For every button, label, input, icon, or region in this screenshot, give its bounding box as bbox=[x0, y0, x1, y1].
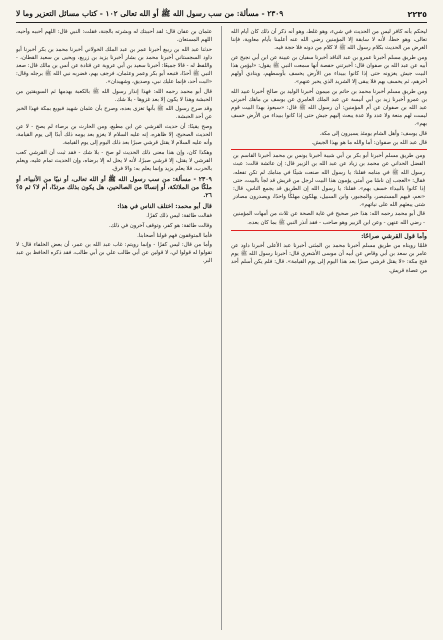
paragraph: وقد صرح رسول الله ﷺ بأنها تغزى بعده، وصرح بأن عثمان شهيد فبويع بمكة فهذا الخبر عن أحد الحبشة. bbox=[16, 106, 212, 121]
paragraph: قال يوسف: وأهل الشام يومئذ يسيرون إلى مكة. bbox=[319, 130, 427, 137]
highlighted-paragraph: قال أبو محمد رحمه الله: هذا خبر صحيح في غاية الصحة عن ثلاث من أمهات المؤمنين - رضي الله عنهن - وعن ابن الزبير وهو صاحب - فقد أنذر النبي ﷺ بما كان بعده. bbox=[233, 211, 425, 226]
paragraph: فقالت طائفة: ليس ذلك كفرًا. bbox=[146, 213, 212, 220]
paragraph: حدثنا عبد الله بن ربيع أخبرنا عمر بن عبد الملك الخولاني أخبرنا محمد بن بكر أخبرنا أبو داود السجستاني أخبرنا محمد بن بشار أخبرنا يزيد بن زريع، ويحيى بن سعيد القطان، - واللفظ له - قالا جميعًا: أخبرنا سعيد بن أبي عروبة عن قتادة عن أنس بن مالك قال: صعد النبي ﷺ أحدًا، فتبعه أبو بكر وعمر وعثمان، فرجف بهم، فضربه نبي الله ﷺ برجله وقال: «اثبت أحد، فإنما عليك نبي، وصديق، وشهيدان». bbox=[16, 46, 212, 86]
section-heading: ٢٣٠٩ - مسألة: من سب رسول الله ﷺ أو الله تعالى، أو نبيًا من الأنبياء، أو ملكًا من الملائكة، أو إنسانًا من الصالحين، هل يكون بذلك مرتدًا، أم لا؟ ثم ٥؟ ٢٦. bbox=[16, 176, 212, 200]
running-header bbox=[16, 6, 427, 23]
paragraph: وصح يقينًا: أن حديث القرشي عن ابن مطيع، ومن الحارث بن برصاء لم يصح - لا عن الحديث الصحيح، إلا ظاهره، إنه عليه السلام لا يغزو بعد يومه ذلك أبدًا إلى يوم القيامة، وأنه عليه السلام لا يقتل قرشي صبرًا بعد ذلك اليوم إلى يوم القيامة. bbox=[16, 124, 212, 147]
highlighted-paragraph: ومن طريق مسلم أخبرنا أبو بكر بن أبي شيبة أخبرنا يونس بن محمد أخبرنا القاسم بن الفضل الحداني عن محمد بن زياد عن عبد الله بن الزبير قال: إن عائشة قالت: عبث رسول الله ﷺ في منامه فقلنا: يا رسول الله صنعت شيئًا في منامك لم تكن تفعله، فقال: «العجب إن ناسًا من أمتي يؤمون هذا البيت لرجل من قريش قد لجأ بالبيت، حتى إذا كانوا بالبيداء خسف بهم». فقلنا: يا رسول الله إن الطريق قد يجمع الناس، قال: «نعم، فيهم المستبصر، والمجبور، وابن السبيل، يهلكون مهلكًا واحدًا، ويصدرون مصادر شتى يبعثهم الله على نياتهم». bbox=[233, 153, 425, 208]
paragraph: قال أبو محمد رحمه الله: فهذا إنذار رسول الله ﷺ بالكعبة بهدمها ثم السويقتين من الحبشة وهذا لا يكون إلا بعد غزوها - بلا شك. bbox=[16, 88, 212, 103]
paragraph: وأما من قال: ليس كفرًا - وإنما رويتم: غاب عبد الله بن عمر، أن بعض الخلفاء قال: لا تقولوا له قولوا لي، لا قولين عن أبي طالب علي بن أبي طالب، فقد ذكره الحافظ بن عبد البر. bbox=[16, 242, 212, 265]
running-title: ٢٣٠٩ - مسألة: من سب رسول الله ﷺ أو الله تعالى ١٠٢ - كتاب مسائل التعزير وما لا bbox=[16, 8, 284, 18]
paragraph: قال عبد الله بن صفوان: أما والله ما هو بهذا الجيش. bbox=[311, 140, 427, 147]
right-column bbox=[231, 28, 427, 630]
section-heading: وأما قول القرشي صراحًا: bbox=[361, 233, 427, 241]
paragraph: وقالت طائفة: هو كفر، وتوقف آخرون في ذلك. bbox=[108, 223, 212, 230]
column-divider bbox=[221, 26, 222, 630]
paragraph: ومن طريق مسلم أخبرنا محمد بن حاتم بن ميمون أخبرنا الوليد بن صالح أخبرنا عبيد الله بن عمرو أخبرنا زيد بن أبي أنيسة عن عبد الملك العامري عن يوسف بن ماهك أخبرني عبد الله بن صفوان عن أم المؤمنين: أن رسول الله ﷺ قال: «سيعوذ بهذا البيت قوم ليست لهم منعة ولا عدد ولا عدة يبعث إليهم جيش حتى إذا كانوا ببيداء من الأرض خسف بهم». bbox=[231, 88, 427, 128]
paragraph: عثمان بن عفان قال: لقد أحببتك له وبشرته بالجنة، فقلت: النبي قال: اللهم أحببه وأحيه، اللهم المستعان. bbox=[16, 29, 212, 44]
left-column bbox=[16, 28, 212, 630]
paragraph: ومن طريق مسلم أخبرنا عمرو بن عبد الناقد أخبرنا سفيان بن عيينة عن ابن أبي نجيح عن أبيه عن عبد الله بن صفوان قال: أخبرتني حفصة أنها سمعت النبي ﷺ يقول: «ليؤمن هذا البيت جيش يغزونه حتى إذا كانوا ببيداء من الأرض يخسف بأوسطهم، وينادي أولهم آخرهم، ثم يخسف بهم فلا يبقى إلا الشريد الذي يخبر عنهم». bbox=[231, 54, 427, 86]
page-number: ٢٢٣٥ bbox=[407, 9, 427, 19]
highlight-box bbox=[231, 150, 427, 230]
paragraph: فلمّا رويناه من طريق مسلم أخبرنا محمد بن المثنى أخبرنا عبد الأعلى أخبرنا داود عن عامر بن سعد بن أبي وقاص عن أبيه أن موسى الأشعري قال: أخبرنا رسول الله ﷺ يوم فتح مكة: «لا يقتل قرشي صبرًا بعد هذا اليوم إلى يوم القيامة». قال: فلم يكن أسلم أحد من عصاة قريش. bbox=[231, 243, 427, 274]
paragraph: فأما المتوقفون فهم قولنا أصحابنا. bbox=[137, 232, 212, 239]
paragraph: وهكذا كان، وإن هذا معنى ذلك الحديث لو صح - بلا شك - فقد ثبت أن القرشي كعب القرشي لا يقتل، إلا قرشي صبرًا، لأنه لا يحل له إلا برضاه، وإن الحديث تمام عليه، ويعلم بالحرب، فلا يعلم يزيد وإنما يعلم به: والا فرق. bbox=[16, 149, 212, 172]
paragraph: ليحكم بأنه كافر ليس من الحديث في شيء، وهو غلط، وهو أنه ذكر أن ذلك كان أيام الله تعالى، وهو خطأ، لأنه لا سابقة إلا المؤمنين رضي الله عنه أعلمنا بأيام معاوية، فإننا الغرض من الحديث بكلام رسول الله ﷺ لا كلام من دونه فلا حجة فيه. bbox=[231, 29, 427, 52]
section-heading: قال أبو محمد: اختلف الناس في هذا: bbox=[117, 203, 212, 211]
